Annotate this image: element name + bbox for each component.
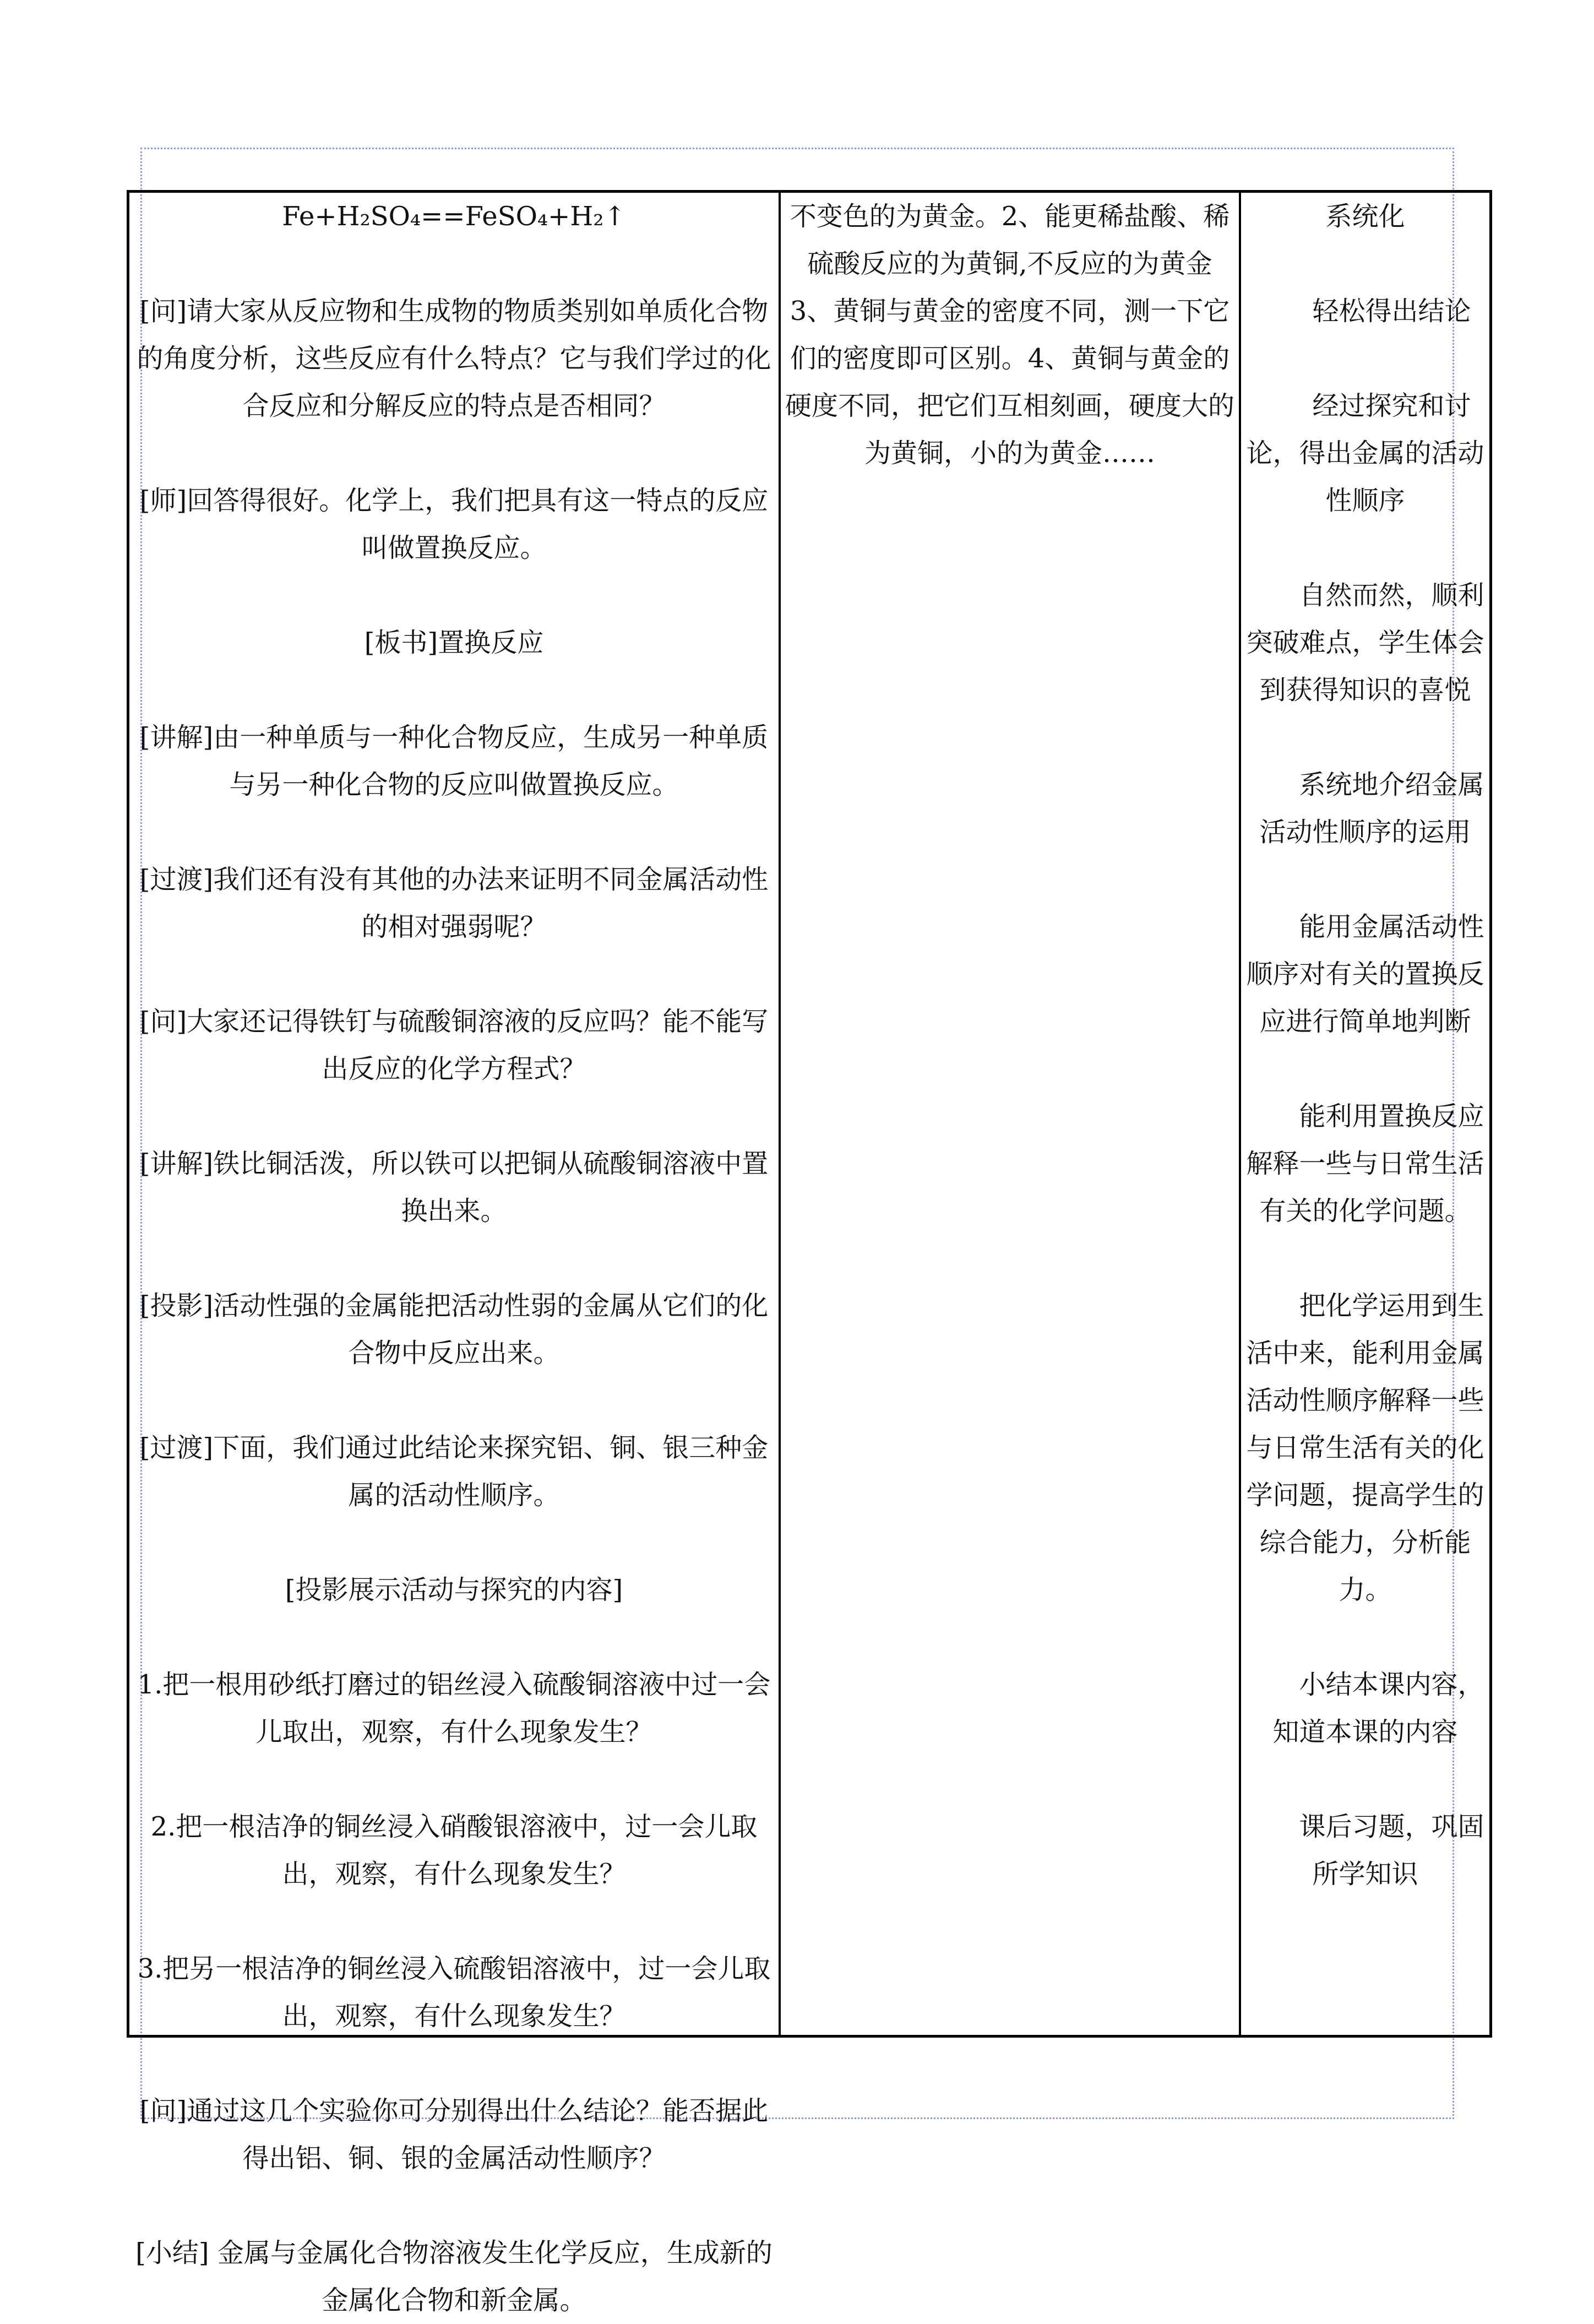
design-intent-item: 把化学运用到生活中来，能利用金属活动性顺序解释一些与日常生活有关的化学问题，提高学生的综合能力，分析能力。 [1246, 1290, 1484, 1605]
teaching-step: [讲解]由一种单质与一种化合物反应，生成另一种单质与另一种化合物的反应叫做置换反应。 [139, 722, 769, 800]
student-activity-column [781, 193, 1241, 2035]
teaching-step: [投影]活动性强的金属能把活动性弱的金属从它们的化合物中反应出来。 [139, 1290, 769, 1369]
teaching-step: 3.把另一根洁净的铜丝浸入硫酸铝溶液中，过一会儿取出，观察，有什么现象发生？ [137, 1953, 771, 2032]
design-intent-item: 自然而然，顺利突破难点，学生体会到获得知识的喜悦 [1246, 580, 1484, 705]
teaching-step: [问]大家还记得铁钉与硫酸铜溶液的反应吗？能不能写出反应的化学方程式？ [139, 1006, 769, 1084]
teaching-step: [讲解]铁比铜活泼，所以铁可以把铜从硫酸铜溶液中置换出来。 [139, 1148, 769, 1226]
design-intent-item: 能用金属活动性顺序对有关的置换反应进行简单地判断 [1246, 911, 1484, 1037]
design-intent-item: 经过探究和讨论，得出金属的活动性顺序 [1246, 390, 1484, 516]
student-answer-text: 不变色的为黄金。2、能更稀盐酸、稀硫酸反应的为黄铜,不反应的为黄金 3、黄铜与黄金的密度不同，测一下它们的密度即可区别。4、黄铜与黄金的硬度不同，把它们互相刻画，硬度大的为黄铜，小的为黄金…… [785, 201, 1234, 469]
design-intent-item: 能利用置换反应解释一些与日常生活有关的化学问题。 [1246, 1101, 1484, 1226]
teaching-step: 2.把一根洁净的铜丝浸入硝酸银溶液中，过一会儿取出，观察，有什么现象发生？ [150, 1811, 758, 1889]
teaching-step: [师]回答得很好。化学上，我们把具有这一特点的反应叫做置换反应。 [139, 485, 769, 563]
design-intent-item: 小结本课内容，知道本课的内容 [1272, 1669, 1484, 1747]
lesson-plan-table [127, 190, 1492, 2316]
chemical-equation: Fe+H₂SO₄==FeSO₄+H₂↑ [282, 201, 626, 232]
design-intent-item: 轻松得出结论 [1312, 296, 1471, 327]
design-intent-item: 系统化 [1325, 201, 1405, 232]
teaching-step: [投影展示活动与探究的内容] [285, 1574, 623, 1605]
teaching-step: [问]请大家从反应物和生成物的物质类别如单质化合物的角度分析，这些反应有什么特点？它与我们学过的化合反应和分解反应的特点是否相同？ [137, 296, 771, 421]
teaching-step: [小结] 金属与金属化合物溶液发生化学反应，生成新的金属化合物和新金属。 [135, 2238, 772, 2316]
teaching-step: [板书]置换反应 [364, 627, 544, 658]
teaching-step: 1.把一根用砂纸打磨过的铝丝浸入硫酸铜溶液中过一会儿取出，观察，有什么现象发生？ [137, 1669, 771, 1747]
teaching-step: [过渡]我们还有没有其他的办法来证明不同金属活动性的相对强弱呢？ [139, 864, 769, 942]
design-intent-item: 系统地介绍金属活动性顺序的运用 [1259, 769, 1484, 848]
design-intent-item: 课后习题，巩固所学知识 [1299, 1811, 1484, 1889]
teaching-step: [过渡]下面，我们通过此结论来探究铝、铜、银三种金属的活动性顺序。 [139, 1432, 769, 1511]
design-intent-column [1241, 193, 1489, 2035]
teaching-step: [问]通过这几个实验你可分别得出什么结论？能否据此得出铝、铜、银的金属活动性顺序？ [139, 2095, 769, 2174]
teaching-process-column [129, 193, 781, 2316]
